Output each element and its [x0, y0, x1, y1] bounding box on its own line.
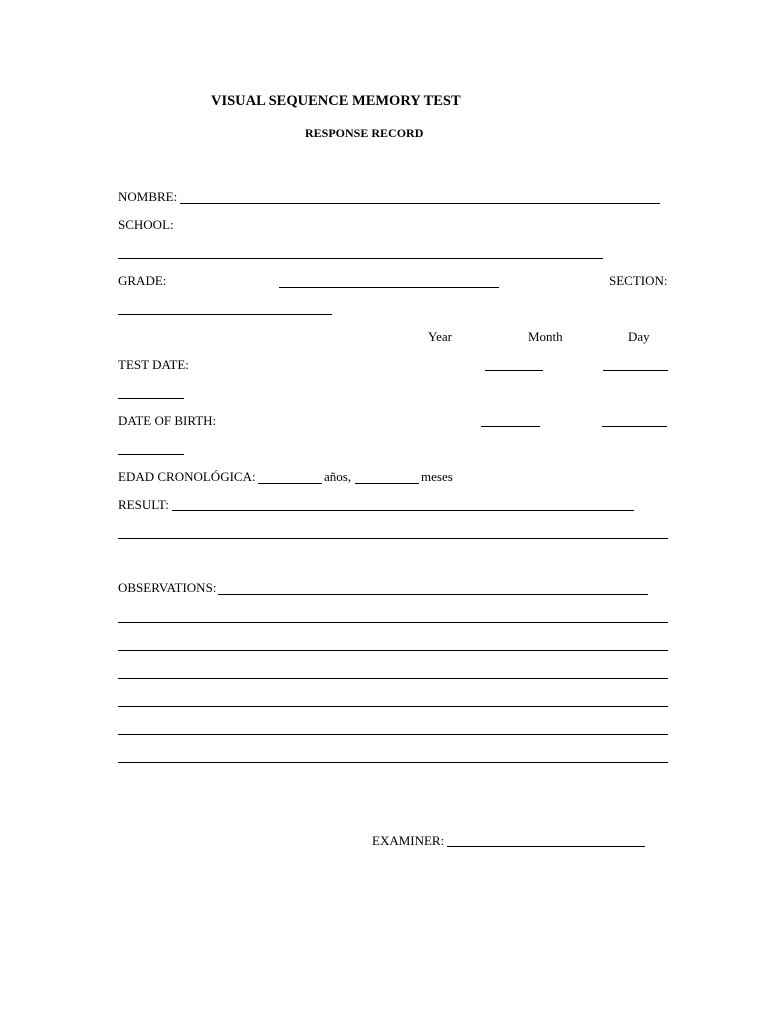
observations-line[interactable] — [118, 706, 668, 707]
date-of-birth-year-field[interactable] — [118, 454, 184, 455]
result-continuation-line[interactable] — [118, 538, 668, 539]
month-column-header: Month — [528, 329, 563, 344]
edad-label: EDAD CRONOLÓGICA: — [118, 469, 256, 484]
edad-anos-field[interactable] — [258, 483, 322, 484]
anos-label: años, — [324, 469, 352, 484]
result-field[interactable] — [172, 510, 634, 511]
result-label: RESULT: — [118, 497, 169, 512]
edad-meses-field[interactable] — [355, 483, 419, 484]
examiner-label: EXAMINER: — [372, 833, 445, 848]
test-date-day-field[interactable] — [603, 370, 668, 371]
observations-line[interactable] — [118, 678, 668, 679]
observations-line[interactable] — [118, 650, 668, 651]
observations-line[interactable] — [118, 762, 668, 763]
date-of-birth-day-field[interactable] — [602, 426, 667, 427]
examiner-field[interactable] — [447, 846, 645, 847]
grade-field[interactable] — [279, 287, 499, 288]
observations-line[interactable] — [118, 622, 668, 623]
year-column-header: Year — [428, 329, 452, 344]
date-of-birth-label: DATE OF BIRTH: — [118, 413, 217, 428]
test-date-year-field[interactable] — [118, 398, 184, 399]
school-field[interactable] — [118, 258, 603, 259]
grade-label: GRADE: — [118, 273, 167, 288]
nombre-field[interactable] — [180, 203, 660, 204]
date-of-birth-month-field[interactable] — [481, 426, 540, 427]
test-date-label: TEST DATE: — [118, 357, 189, 372]
nombre-label: NOMBRE: — [118, 189, 178, 204]
observations-field[interactable] — [218, 594, 648, 595]
form-subtitle: RESPONSE RECORD — [305, 126, 424, 140]
day-column-header: Day — [628, 329, 650, 344]
test-date-month-field[interactable] — [485, 370, 543, 371]
section-field[interactable] — [118, 314, 332, 315]
form-title: VISUAL SEQUENCE MEMORY TEST — [211, 93, 461, 109]
section-label: SECTION: — [609, 273, 668, 288]
meses-label: meses — [421, 469, 453, 484]
school-label: SCHOOL: — [118, 217, 174, 232]
observations-label: OBSERVATIONS: — [118, 580, 217, 595]
observations-line[interactable] — [118, 734, 668, 735]
